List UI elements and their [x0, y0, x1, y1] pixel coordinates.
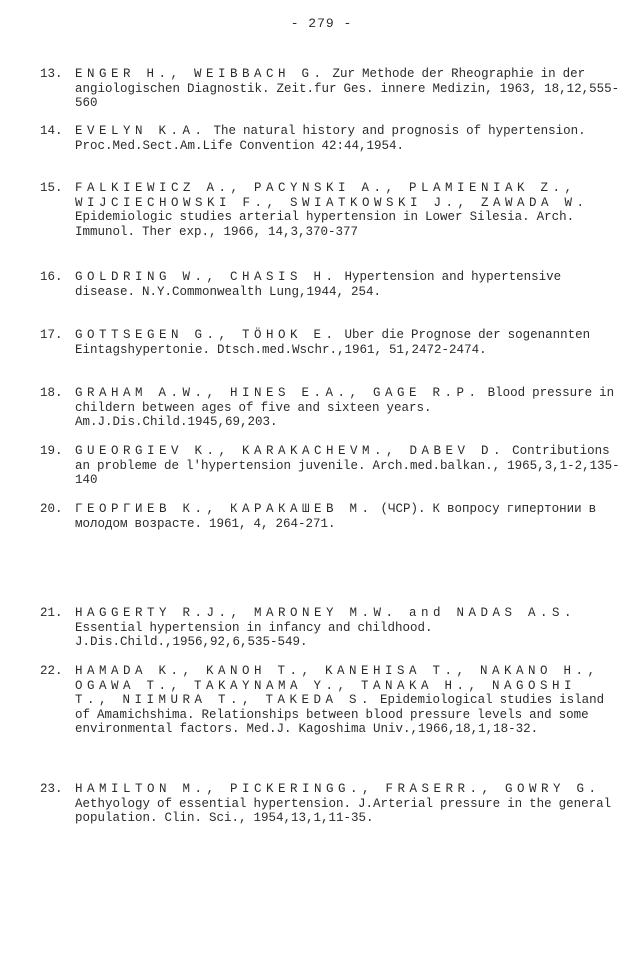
reference-entry-16: [40, 270, 620, 299]
reference-entry-21: [40, 606, 620, 650]
reference-text: [75, 67, 620, 111]
reference-citation: The natural history and prognosis of hypertension. Proc.Med.Sect.Am.Life Convention 42:44,1954.: [75, 124, 586, 153]
reference-number: 21.: [40, 606, 63, 620]
reference-authors: ENGER H., WEIBBACH G.: [75, 67, 326, 81]
reference-text: [75, 444, 620, 488]
reference-authors: GUEORGIEV K., KARAKACHEVM., DABEV D.: [75, 444, 506, 458]
reference-text: [75, 502, 620, 531]
reference-authors: GOTTSEGEN G., TÖHOK E.: [75, 328, 338, 342]
reference-authors: HAGGERTY R.J., MARONEY M.W. and NADAS A.S.: [75, 606, 577, 620]
reference-number: 20.: [40, 502, 63, 516]
reference-entry-22: [40, 664, 620, 737]
reference-number: 13.: [40, 67, 63, 81]
reference-authors: HAMADA K., KANOH T., KANEHISA T., NAKANO H., OGAWA T., TAKAYNAMA Y., TANAKA H., NAGOSHI T., NIIMURA T., TAKEDA S.: [75, 664, 600, 707]
reference-entry-23: [40, 782, 620, 826]
reference-citation: Contributions an probleme de l'hypertension juvenile. Arch.med.balkan., 1965,3,1-2,135-140: [75, 444, 620, 487]
reference-citation: (ЧСР). К вопросу гипертонии в молодом возрасте. 1961, 4, 264-271.: [75, 502, 597, 531]
reference-authors: FALKIEWICZ A., PACYNSKI A., PLAMIENIAK Z., WIJCIECHOWSKI F., SWIATKOWSKI J., ZAWADA W.: [75, 181, 589, 210]
reference-number: 17.: [40, 328, 63, 342]
reference-text: [75, 386, 620, 430]
reference-entry-14: [40, 124, 620, 153]
reference-authors: GOLDRING W., CHASIS H.: [75, 270, 338, 284]
reference-authors: ГЕОРГИЕВ К., КАРАКАШЕВ М.: [75, 502, 374, 516]
reference-entry-18: [40, 386, 620, 430]
page-number: - 279 -: [290, 16, 353, 31]
reference-entry-17: [40, 328, 620, 357]
reference-number: 15.: [40, 181, 63, 195]
reference-number: 23.: [40, 782, 63, 796]
reference-citation: Zur Methode der Rheographie in der angiologischen Diagnostik. Zeit.fur Ges. innere Medizin, 1963, 18,12,555-560: [75, 67, 620, 110]
reference-text: [75, 606, 620, 650]
reference-number: 18.: [40, 386, 63, 400]
reference-number: 22.: [40, 664, 63, 678]
reference-citation: Epidemiological studies island of Amamichshima. Relationships between blood pressure levels and some environmental factors. Med.J. Kagoshima Univ.,1966,18,1,18-32.: [75, 693, 605, 736]
reference-number: 14.: [40, 124, 63, 138]
reference-text: [75, 181, 620, 239]
reference-text: [75, 124, 620, 153]
reference-citation: Uber die Prognose der sogenannten Eintagshypertonie. Dtsch.med.Wschr.,1961, 51,2472-2474.: [75, 328, 591, 357]
reference-entry-13: [40, 67, 620, 111]
reference-entry-15: [40, 181, 620, 239]
reference-text: [75, 782, 620, 826]
reference-entry-19: [40, 444, 620, 488]
reference-text: [75, 270, 620, 299]
reference-entry-20: [40, 502, 620, 531]
reference-authors: GRAHAM A.W., HINES E.A., GAGE R.P.: [75, 386, 481, 400]
reference-citation: Hypertension and hypertensive disease. N.Y.Commonwealth Lung,1944, 254.: [75, 270, 562, 299]
reference-number: 19.: [40, 444, 63, 458]
reference-citation: Essential hypertension in infancy and childhood. J.Dis.Child.,1956,92,6,535-549.: [75, 620, 433, 649]
reference-authors: HAMILTON M., PICKERINGG., FRASERR., GOWRY G.: [75, 782, 601, 796]
reference-text: [75, 664, 620, 737]
reference-citation: Blood pressure in childern between ages of five and sixteen years. Am.J.Dis.Child.1945,69,203.: [75, 386, 615, 429]
reference-citation: Epidemiologic studies arterial hypertension in Lower Silesia. Arch. Immunol. Ther exp., 1966, 14,3,370-377: [75, 210, 575, 239]
reference-number: 16.: [40, 270, 63, 284]
reference-text: [75, 328, 620, 357]
reference-authors: EVELYN K.A.: [75, 124, 207, 138]
reference-citation: Aethyology of essential hypertension. J.Arterial pressure in the general population. Clin. Sci., 1954,13,1,11-35.: [75, 796, 612, 825]
